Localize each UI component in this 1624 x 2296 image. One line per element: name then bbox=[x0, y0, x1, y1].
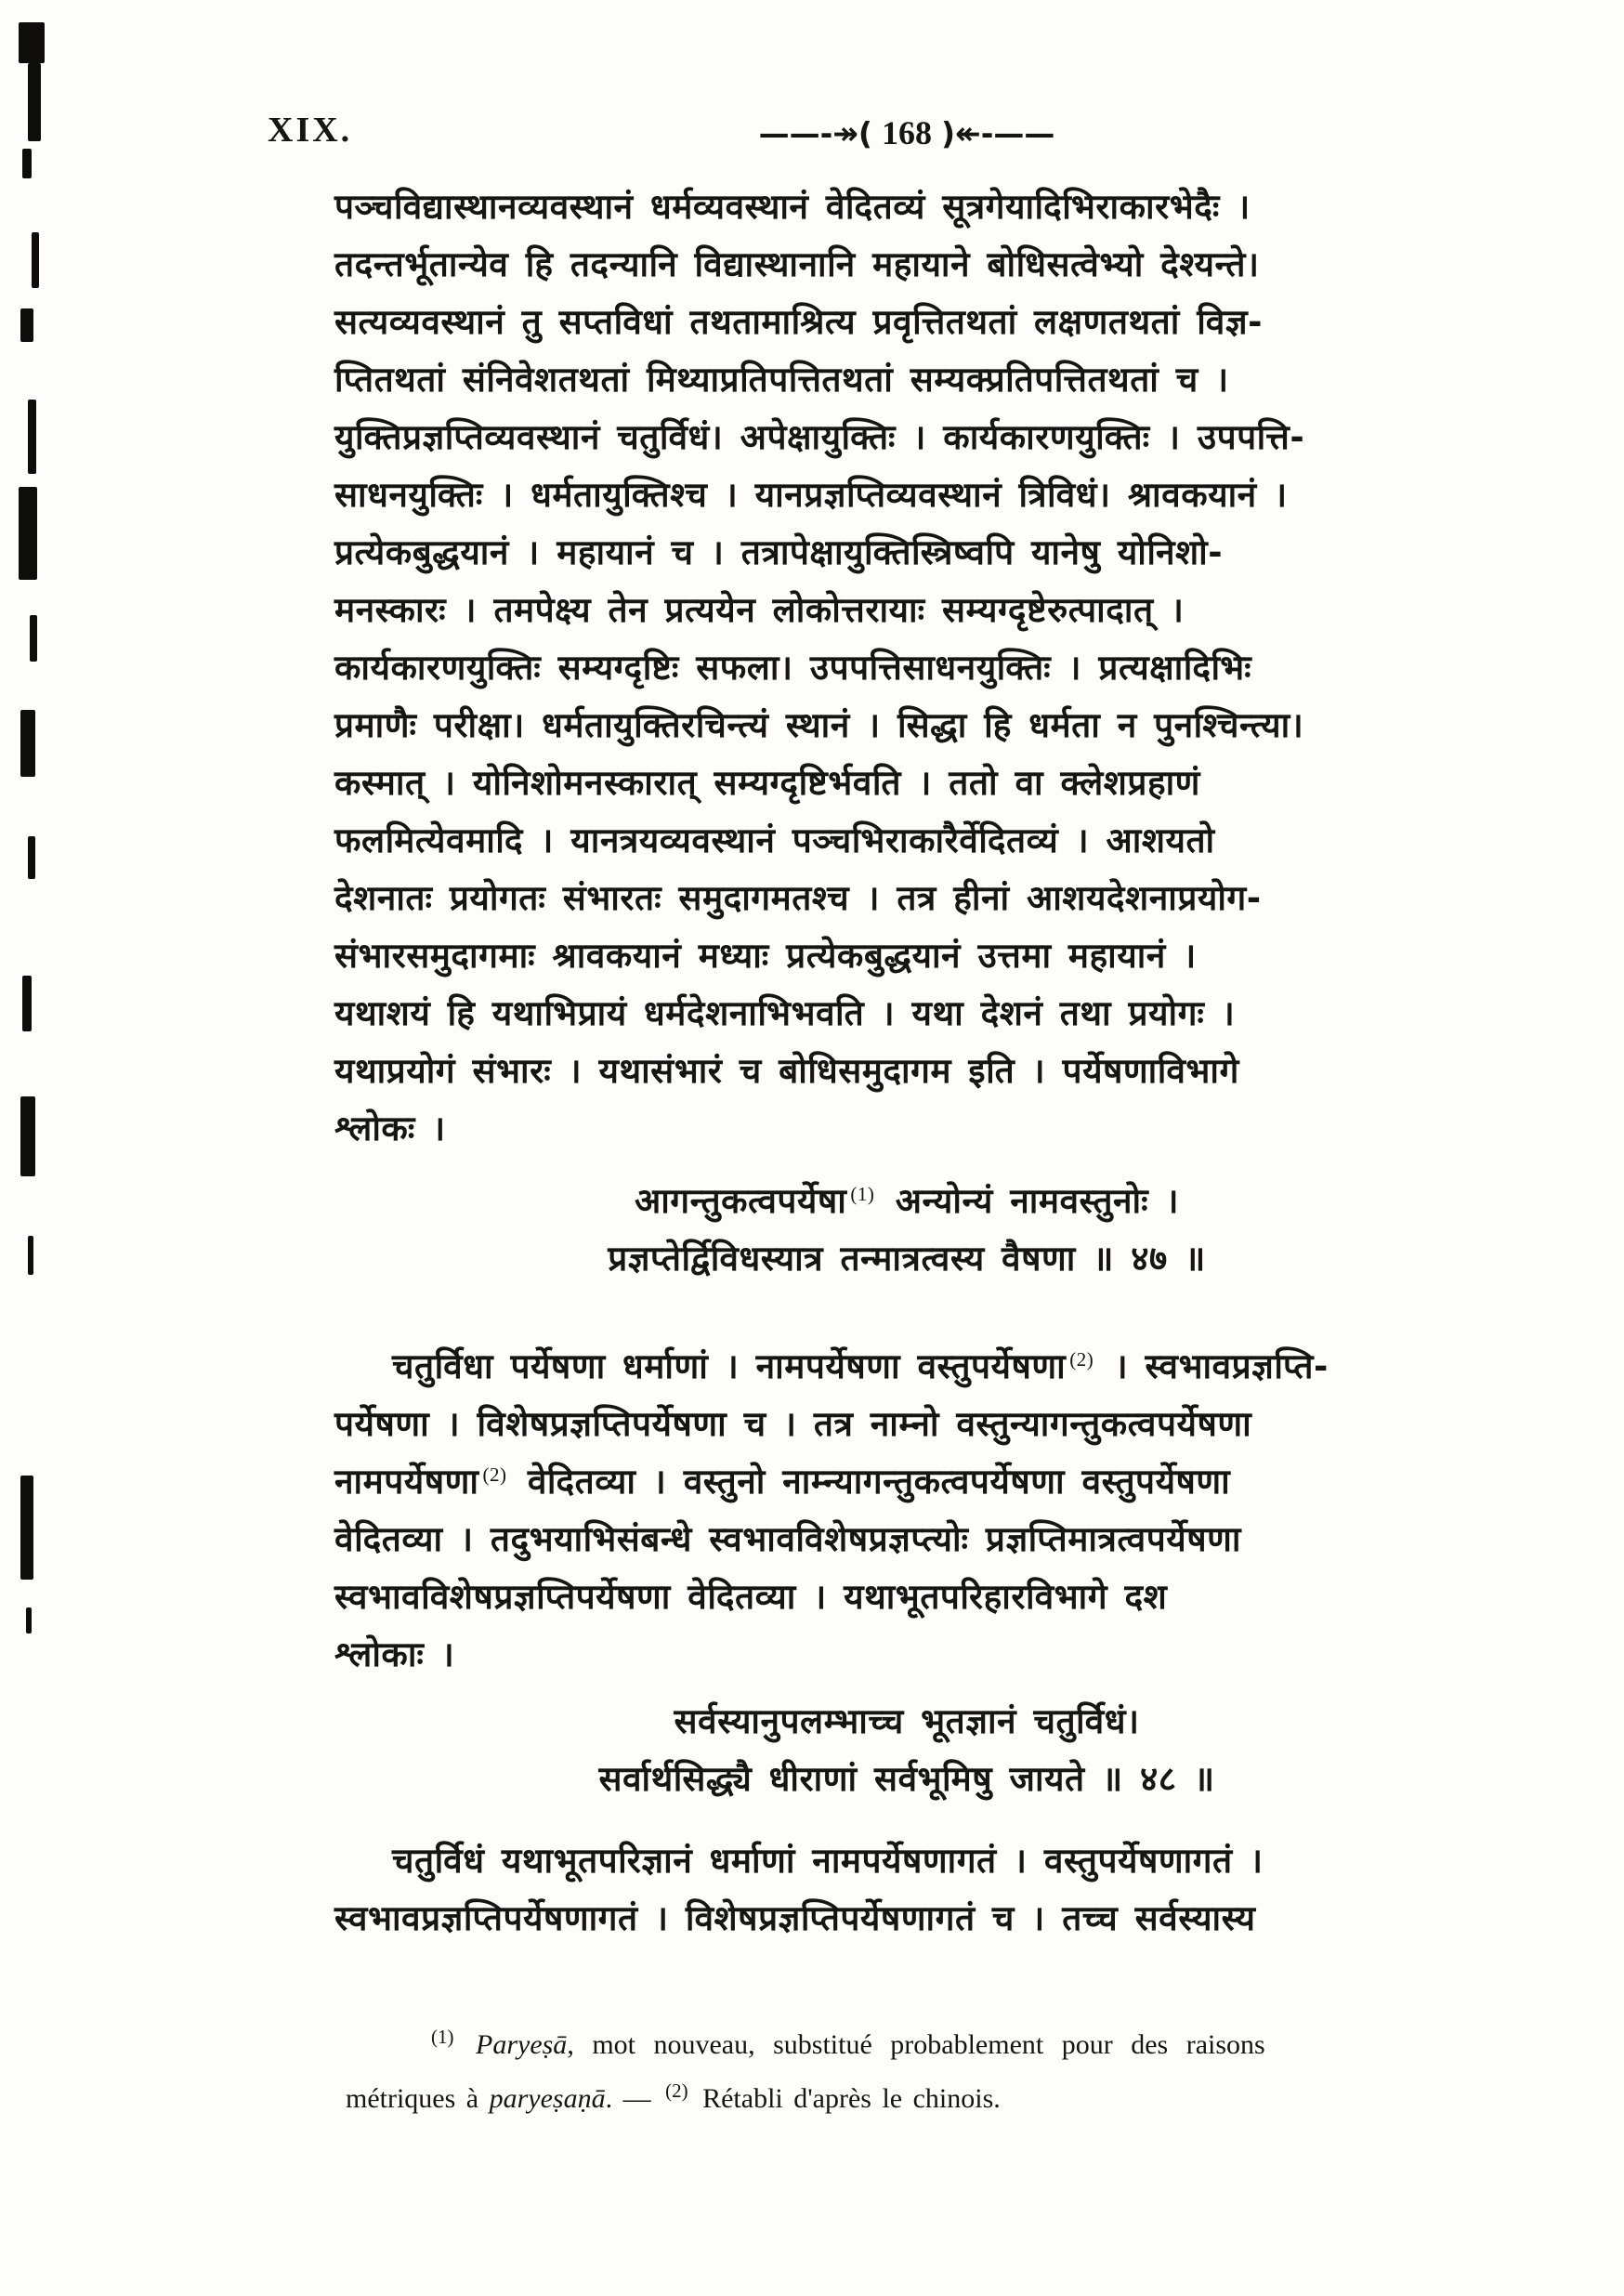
text-line: प्रत्येकबुद्धयानं । महायानं च । तत्रापेक्षायुक्तिस्त्रिष्वपि यानेषु योनिशो- bbox=[334, 532, 1224, 572]
text-line: यथाप्रयोगं संभारः । यथासंभारं च बोधिसमुदागम इति । पर्येषणाविभागे bbox=[334, 1051, 1239, 1091]
text-line: तदन्तर्भूतान्येव हि तदन्यानि विद्यास्थानानि महायाने बोधिसत्वेभ्यो देश्यन्ते। bbox=[334, 244, 1260, 284]
footnote-line-1 bbox=[346, 2018, 1433, 2072]
verse-48 bbox=[334, 1693, 1479, 1808]
sanskrit-paragraph-3 bbox=[334, 1832, 1505, 1948]
scan-artifact bbox=[28, 1236, 33, 1275]
text-line: यथाशयं हि यथाभिप्रायं धर्मदेशनाभिभवति । यथा देशनं तथा प्रयोगः । bbox=[334, 993, 1236, 1033]
text-segment: चतुर्विधा पर्येषणा धर्माणां । नामपर्येषणा वस्तुपर्येषणा bbox=[392, 1346, 1067, 1386]
verse-48-line-2: सर्वार्थसिद्ध्यै धीराणां सर्वभूमिषु जायते ॥ ४८ ॥ bbox=[598, 1759, 1215, 1799]
scan-artifact bbox=[30, 615, 37, 662]
footnote-text: , mot nouveau, substitué probablement pour des raisons bbox=[567, 2029, 1265, 2060]
text-line: देशनातः प्रयोगतः संभारतः समुदागमतश्च । तत्र हीनां आशयदेशनाप्रयोग- bbox=[334, 878, 1262, 918]
ornament-left: ——-↠( bbox=[758, 115, 872, 151]
scan-artifact bbox=[19, 22, 45, 63]
scan-artifact bbox=[26, 1607, 32, 1633]
text-line bbox=[334, 1453, 1505, 1511]
footnote-line-2 bbox=[346, 2072, 1433, 2126]
text-line: संभारसमुदागमाः श्रावकयानं मध्याः प्रत्येकबुद्धयानं उत्तमा महायानं । bbox=[334, 936, 1197, 976]
text-line: कार्यकारणयुक्तिः सम्यग्दृष्टिः सफला। उपपत्तिसाधनयुक्तिः । प्रत्यक्षादिभिः bbox=[334, 648, 1252, 688]
scan-artifact bbox=[28, 400, 36, 474]
text-line: फलमित्येवमादि । यानत्रयव्यवस्थानं पञ्चभिराकारैर्वेदितव्यं । आशयतो bbox=[334, 820, 1215, 860]
text-line: सत्यव्यवस्थानं तु सप्तविधां तथतामाश्रित्य प्रवृत्तितथतां लक्षणतथतां विज्ञ- bbox=[334, 302, 1263, 342]
text-segment: वेदितव्या । वस्तुनो नाम्न्यागन्तुकत्वपर्येषणा वस्तुपर्येषणा bbox=[510, 1462, 1231, 1502]
footnote bbox=[346, 2018, 1433, 2126]
text-line: पञ्चविद्यास्थानव्यवस्थानं धर्मव्यवस्थानं वेदितव्यं सूत्रगेयादिभिराकारभेदैः । bbox=[334, 187, 1251, 227]
footnote-italic-term: paryeṣaṇā bbox=[489, 2083, 606, 2114]
text-segment: नामपर्येषणा bbox=[334, 1462, 479, 1502]
scan-artifact bbox=[28, 63, 41, 141]
footnote-ref-1: (1) bbox=[850, 1182, 875, 1205]
text-line: साधनयुक्तिः । धर्मतायुक्तिश्च । यानप्रज्ञप्तिव्यवस्थानं त्रिविधं। श्रावकयानं । bbox=[334, 475, 1288, 515]
text-line: प्रमाणैः परीक्षा। धर्मतायुक्तिरचिन्त्यं स्थानं । सिद्धा हि धर्मता न पुनश्चिन्त्या। bbox=[334, 705, 1304, 745]
footnote-marker-2: (2) bbox=[665, 2080, 688, 2102]
footnote-ref: (2) bbox=[1069, 1347, 1094, 1371]
text-line: स्वभावप्रज्ञप्तिपर्येषणागतं । विशेषप्रज्ञप्तिपर्येषणागतं च । तच्च सर्वस्यास्य bbox=[334, 1898, 1256, 1938]
footnote-ref: (2) bbox=[482, 1463, 507, 1486]
verse-47-line-2: प्रज्ञप्तेर्द्विविधस्यात्र तन्मात्रत्वस्य वैषणा ॥ ४७ ॥ bbox=[608, 1239, 1206, 1279]
verse-text: अन्योन्यं नामवस्तुनोः । bbox=[878, 1181, 1180, 1221]
scan-artifact bbox=[20, 308, 33, 342]
text-line: श्लोकः । bbox=[334, 1109, 446, 1148]
footnote-text: . — bbox=[605, 2083, 662, 2114]
page-number: 168 bbox=[882, 114, 932, 151]
sanskrit-paragraph-1 bbox=[334, 178, 1505, 1158]
scan-artifact bbox=[20, 710, 35, 777]
verse-48-line-1: सर्वस्यानुपलम्भाच्च भूतज्ञानं चतुर्विधं। bbox=[674, 1701, 1140, 1741]
text-line: पर्येषणा । विशेषप्रज्ञप्तिपर्येषणा च । तत्र नाम्नो वस्तुन्यागन्तुकत्वपर्येषणा bbox=[334, 1404, 1252, 1444]
text-line: मनस्कारः । तमपेक्ष्य तेन प्रत्ययेन लोकोत्तरायाः सम्यग्दृष्टेरुत्पादात् । bbox=[334, 590, 1185, 630]
page-number-ornament bbox=[334, 113, 1479, 152]
verse-47-line-1 bbox=[334, 1173, 1479, 1230]
footnote-italic-term: Paryeṣā bbox=[476, 2029, 568, 2060]
verse-text: आगन्तुकत्वपर्येषा bbox=[634, 1181, 847, 1221]
footnote-text: métriques à bbox=[346, 2083, 490, 2114]
text-line: कस्मात् । योनिशोमनस्कारात् सम्यग्दृष्टिर्भवति । ततो वा क्लेशप्रहाणं bbox=[334, 763, 1200, 803]
sanskrit-paragraph-2 bbox=[334, 1338, 1505, 1684]
scan-artifact bbox=[20, 1096, 35, 1176]
text-line: स्वभावविशेषप्रज्ञप्तिपर्येषणा वेदितव्या । यथाभूतपरिहारविभागे दश bbox=[334, 1577, 1168, 1617]
chapter-marker: XIX. bbox=[268, 111, 353, 150]
text-line: प्तितथतां संनिवेशतथतां मिथ्याप्रतिपत्तितथतां सम्यक्प्रतिपत्तितथतां च । bbox=[334, 360, 1229, 400]
text-line bbox=[334, 1338, 1505, 1396]
text-line: वेदितव्या । तदुभयाभिसंबन्धे स्वभावविशेषप्रज्ञप्त्योः प्रज्ञप्तिमात्रत्वपर्येषणा bbox=[334, 1519, 1241, 1559]
scan-artifact bbox=[22, 149, 32, 178]
text-line: श्लोकाः । bbox=[334, 1634, 455, 1674]
scan-artifact bbox=[22, 976, 32, 1031]
text-segment: । स्वभावप्रज्ञप्ति- bbox=[1097, 1346, 1329, 1386]
verse-47 bbox=[334, 1173, 1479, 1288]
scan-artifact bbox=[19, 487, 37, 580]
footnote-marker-1: (1) bbox=[431, 2026, 454, 2048]
text-line: युक्तिप्रज्ञप्तिव्यवस्थानं चतुर्विधं। अपेक्षायुक्तिः । कार्यकारणयुक्तिः । उपपत्ति- bbox=[334, 417, 1305, 457]
ornament-right: )↞-—— bbox=[941, 115, 1055, 151]
scan-artifact bbox=[32, 232, 39, 288]
text-line: चतुर्विधं यथाभूतपरिज्ञानं धर्माणां नामपर्येषणागतं । वस्तुपर्येषणागतं । bbox=[392, 1841, 1264, 1881]
scan-artifact bbox=[20, 1476, 33, 1580]
scan-artifact bbox=[28, 836, 35, 879]
footnote-text: Rétabli d'après le chinois. bbox=[691, 2083, 1001, 2114]
